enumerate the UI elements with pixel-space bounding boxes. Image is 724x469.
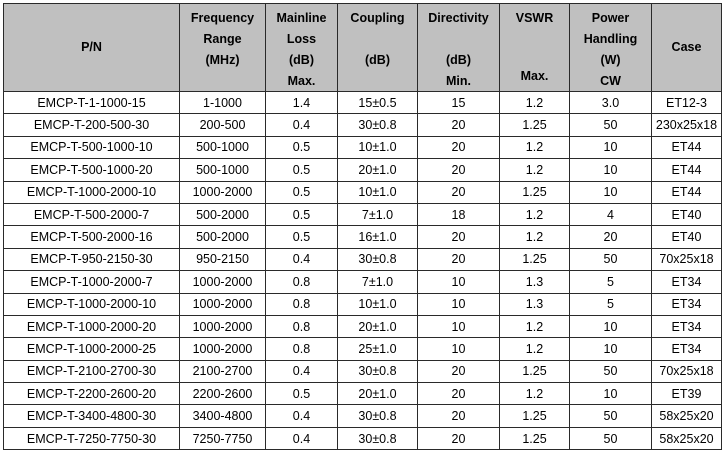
header-directivity	[418, 4, 500, 92]
cell-part-number: EMCP-T-1-1000-15	[4, 92, 180, 114]
header-mainline-line: Mainline	[276, 11, 327, 25]
cell-part-number: EMCP-T-200-500-30	[4, 114, 180, 136]
cell-part-number: EMCP-T-1000-2000-7	[4, 271, 180, 293]
cell-directivity: 20	[418, 383, 500, 405]
cell-coupling: 10±1.0	[338, 181, 418, 203]
cell-mainline-loss: 1.4	[266, 92, 338, 114]
header-directivity-line: Directivity	[428, 11, 489, 25]
cell-power-handling: 20	[570, 226, 652, 248]
header-case-label: Case	[671, 40, 702, 54]
cell-mainline-loss: 0.4	[266, 427, 338, 449]
table-row	[4, 360, 722, 382]
table-row	[4, 114, 722, 136]
cell-coupling: 7±1.0	[338, 203, 418, 225]
cell-part-number: EMCP-T-2200-2600-20	[4, 383, 180, 405]
table-row	[4, 248, 722, 270]
header-pn	[4, 4, 180, 92]
table-row	[4, 293, 722, 315]
header-directivity-line: Min.	[446, 74, 471, 88]
header-mainline-line: Loss	[286, 32, 317, 46]
cell-power-handling: 50	[570, 360, 652, 382]
header-coupling-line: (dB)	[365, 53, 390, 67]
cell-directivity: 20	[418, 136, 500, 158]
table-row	[4, 136, 722, 158]
table-row	[4, 226, 722, 248]
cell-frequency-range: 3400-4800	[180, 405, 266, 427]
table-row	[4, 271, 722, 293]
cell-case: ET34	[652, 271, 722, 293]
cell-vswr: 1.2	[500, 136, 570, 158]
cell-case: 58x25x20	[652, 427, 722, 449]
header-coupling	[338, 4, 418, 92]
cell-directivity: 10	[418, 315, 500, 337]
cell-coupling: 10±1.0	[338, 293, 418, 315]
cell-mainline-loss: 0.4	[266, 360, 338, 382]
header-mainline-line: (dB)	[289, 53, 314, 67]
cell-part-number: EMCP-T-1000-2000-20	[4, 315, 180, 337]
cell-frequency-range: 1000-2000	[180, 181, 266, 203]
cell-power-handling: 3.0	[570, 92, 652, 114]
cell-mainline-loss: 0.4	[266, 248, 338, 270]
cell-power-handling: 50	[570, 427, 652, 449]
cell-power-handling: 10	[570, 315, 652, 337]
cell-power-handling: 10	[570, 181, 652, 203]
table-row	[4, 315, 722, 337]
cell-directivity: 20	[418, 181, 500, 203]
cell-power-handling: 5	[570, 293, 652, 315]
header-directivity-line: (dB)	[446, 53, 471, 67]
cell-directivity: 10	[418, 338, 500, 360]
cell-case: ET34	[652, 315, 722, 337]
cell-part-number: EMCP-T-500-2000-16	[4, 226, 180, 248]
cell-frequency-range: 2100-2700	[180, 360, 266, 382]
cell-frequency-range: 500-1000	[180, 136, 266, 158]
cell-coupling: 30±0.8	[338, 427, 418, 449]
cell-directivity: 20	[418, 427, 500, 449]
cell-coupling: 7±1.0	[338, 271, 418, 293]
cell-power-handling: 10	[570, 338, 652, 360]
header-power-line: (W)	[600, 53, 621, 67]
cell-mainline-loss: 0.5	[266, 136, 338, 158]
cell-coupling: 30±0.8	[338, 114, 418, 136]
cell-power-handling: 10	[570, 159, 652, 181]
cell-power-handling: 5	[570, 271, 652, 293]
cell-case: 58x25x20	[652, 405, 722, 427]
cell-frequency-range: 500-2000	[180, 226, 266, 248]
cell-coupling: 20±1.0	[338, 159, 418, 181]
cell-coupling: 20±1.0	[338, 383, 418, 405]
cell-part-number: EMCP-T-1000-2000-10	[4, 181, 180, 203]
table-row	[4, 203, 722, 225]
header-frequency-line: Range	[203, 32, 242, 46]
cell-frequency-range: 950-2150	[180, 248, 266, 270]
cell-power-handling: 10	[570, 383, 652, 405]
cell-mainline-loss: 0.5	[266, 383, 338, 405]
cell-frequency-range: 1000-2000	[180, 315, 266, 337]
cell-vswr: 1.25	[500, 181, 570, 203]
table-body	[4, 92, 722, 450]
cell-case: ET44	[652, 136, 722, 158]
cell-case: ET44	[652, 159, 722, 181]
cell-coupling: 30±0.8	[338, 360, 418, 382]
cell-vswr: 1.2	[500, 226, 570, 248]
table-row	[4, 427, 722, 449]
table-row	[4, 338, 722, 360]
cell-part-number: EMCP-T-1000-2000-10	[4, 293, 180, 315]
cell-coupling: 30±0.8	[338, 248, 418, 270]
cell-vswr: 1.2	[500, 383, 570, 405]
table-row	[4, 92, 722, 114]
cell-directivity: 20	[418, 226, 500, 248]
cell-mainline-loss: 0.5	[266, 159, 338, 181]
header-vswr	[500, 4, 570, 92]
header-row	[4, 4, 722, 92]
cell-directivity: 10	[418, 293, 500, 315]
cell-directivity: 20	[418, 360, 500, 382]
cell-directivity: 15	[418, 92, 500, 114]
cell-part-number: EMCP-T-7250-7750-30	[4, 427, 180, 449]
header-frequency-line: Frequency	[190, 11, 255, 25]
header-frequency-line: (MHz)	[205, 53, 240, 67]
cell-part-number: EMCP-T-500-2000-7	[4, 203, 180, 225]
table-row	[4, 383, 722, 405]
header-frequency	[180, 4, 266, 92]
table-header	[4, 4, 722, 92]
cell-coupling: 16±1.0	[338, 226, 418, 248]
cell-frequency-range: 200-500	[180, 114, 266, 136]
header-power-handling	[570, 4, 652, 92]
cell-frequency-range: 1-1000	[180, 92, 266, 114]
cell-power-handling: 50	[570, 114, 652, 136]
cell-mainline-loss: 0.4	[266, 114, 338, 136]
cell-mainline-loss: 0.8	[266, 338, 338, 360]
coupler-spec-table	[3, 3, 722, 450]
cell-power-handling: 50	[570, 405, 652, 427]
header-mainline-line: Max.	[287, 74, 316, 88]
cell-mainline-loss: 0.8	[266, 293, 338, 315]
table-row	[4, 181, 722, 203]
cell-part-number: EMCP-T-2100-2700-30	[4, 360, 180, 382]
cell-vswr: 1.2	[500, 92, 570, 114]
cell-vswr: 1.3	[500, 271, 570, 293]
cell-directivity: 20	[418, 405, 500, 427]
table-row	[4, 405, 722, 427]
cell-mainline-loss: 0.8	[266, 315, 338, 337]
cell-vswr: 1.2	[500, 315, 570, 337]
cell-case: ET34	[652, 338, 722, 360]
cell-power-handling: 50	[570, 248, 652, 270]
cell-mainline-loss: 0.5	[266, 203, 338, 225]
cell-mainline-loss: 0.8	[266, 271, 338, 293]
cell-case: ET12-3	[652, 92, 722, 114]
cell-vswr: 1.2	[500, 203, 570, 225]
header-mainline-loss	[266, 4, 338, 92]
cell-frequency-range: 1000-2000	[180, 293, 266, 315]
cell-frequency-range: 7250-7750	[180, 427, 266, 449]
cell-vswr: 1.2	[500, 338, 570, 360]
cell-part-number: EMCP-T-500-1000-10	[4, 136, 180, 158]
cell-case: ET39	[652, 383, 722, 405]
cell-case: 70x25x18	[652, 248, 722, 270]
cell-directivity: 20	[418, 159, 500, 181]
cell-frequency-range: 500-1000	[180, 159, 266, 181]
cell-vswr: 1.25	[500, 114, 570, 136]
cell-vswr: 1.2	[500, 159, 570, 181]
header-power-line: CW	[600, 74, 621, 88]
header-coupling-line: Coupling	[350, 11, 405, 25]
cell-frequency-range: 500-2000	[180, 203, 266, 225]
cell-directivity: 20	[418, 248, 500, 270]
cell-case: ET34	[652, 293, 722, 315]
cell-directivity: 18	[418, 203, 500, 225]
cell-case: 70x25x18	[652, 360, 722, 382]
cell-part-number: EMCP-T-500-1000-20	[4, 159, 180, 181]
cell-directivity: 20	[418, 114, 500, 136]
cell-vswr: 1.3	[500, 293, 570, 315]
cell-vswr: 1.25	[500, 248, 570, 270]
cell-part-number: EMCP-T-3400-4800-30	[4, 405, 180, 427]
cell-directivity: 10	[418, 271, 500, 293]
cell-coupling: 25±1.0	[338, 338, 418, 360]
cell-part-number: EMCP-T-950-2150-30	[4, 248, 180, 270]
cell-case: ET40	[652, 203, 722, 225]
cell-frequency-range: 1000-2000	[180, 271, 266, 293]
cell-power-handling: 4	[570, 203, 652, 225]
cell-vswr: 1.25	[500, 360, 570, 382]
cell-part-number: EMCP-T-1000-2000-25	[4, 338, 180, 360]
header-pn-label: P/N	[81, 40, 102, 54]
cell-power-handling: 10	[570, 136, 652, 158]
cell-coupling: 30±0.8	[338, 405, 418, 427]
cell-vswr: 1.25	[500, 427, 570, 449]
cell-coupling: 10±1.0	[338, 136, 418, 158]
cell-mainline-loss: 0.5	[266, 181, 338, 203]
cell-mainline-loss: 0.4	[266, 405, 338, 427]
cell-case: ET44	[652, 181, 722, 203]
header-vswr-line: VSWR	[515, 11, 554, 25]
header-case	[652, 4, 722, 92]
header-vswr-line: Max.	[520, 69, 549, 83]
cell-coupling: 15±0.5	[338, 92, 418, 114]
cell-frequency-range: 2200-2600	[180, 383, 266, 405]
cell-case: 230x25x18	[652, 114, 722, 136]
cell-coupling: 20±1.0	[338, 315, 418, 337]
cell-vswr: 1.25	[500, 405, 570, 427]
cell-frequency-range: 1000-2000	[180, 338, 266, 360]
header-power-line: Handling	[583, 32, 638, 46]
table-row	[4, 159, 722, 181]
header-power-line: Power	[591, 11, 630, 25]
cell-mainline-loss: 0.5	[266, 226, 338, 248]
cell-case: ET40	[652, 226, 722, 248]
